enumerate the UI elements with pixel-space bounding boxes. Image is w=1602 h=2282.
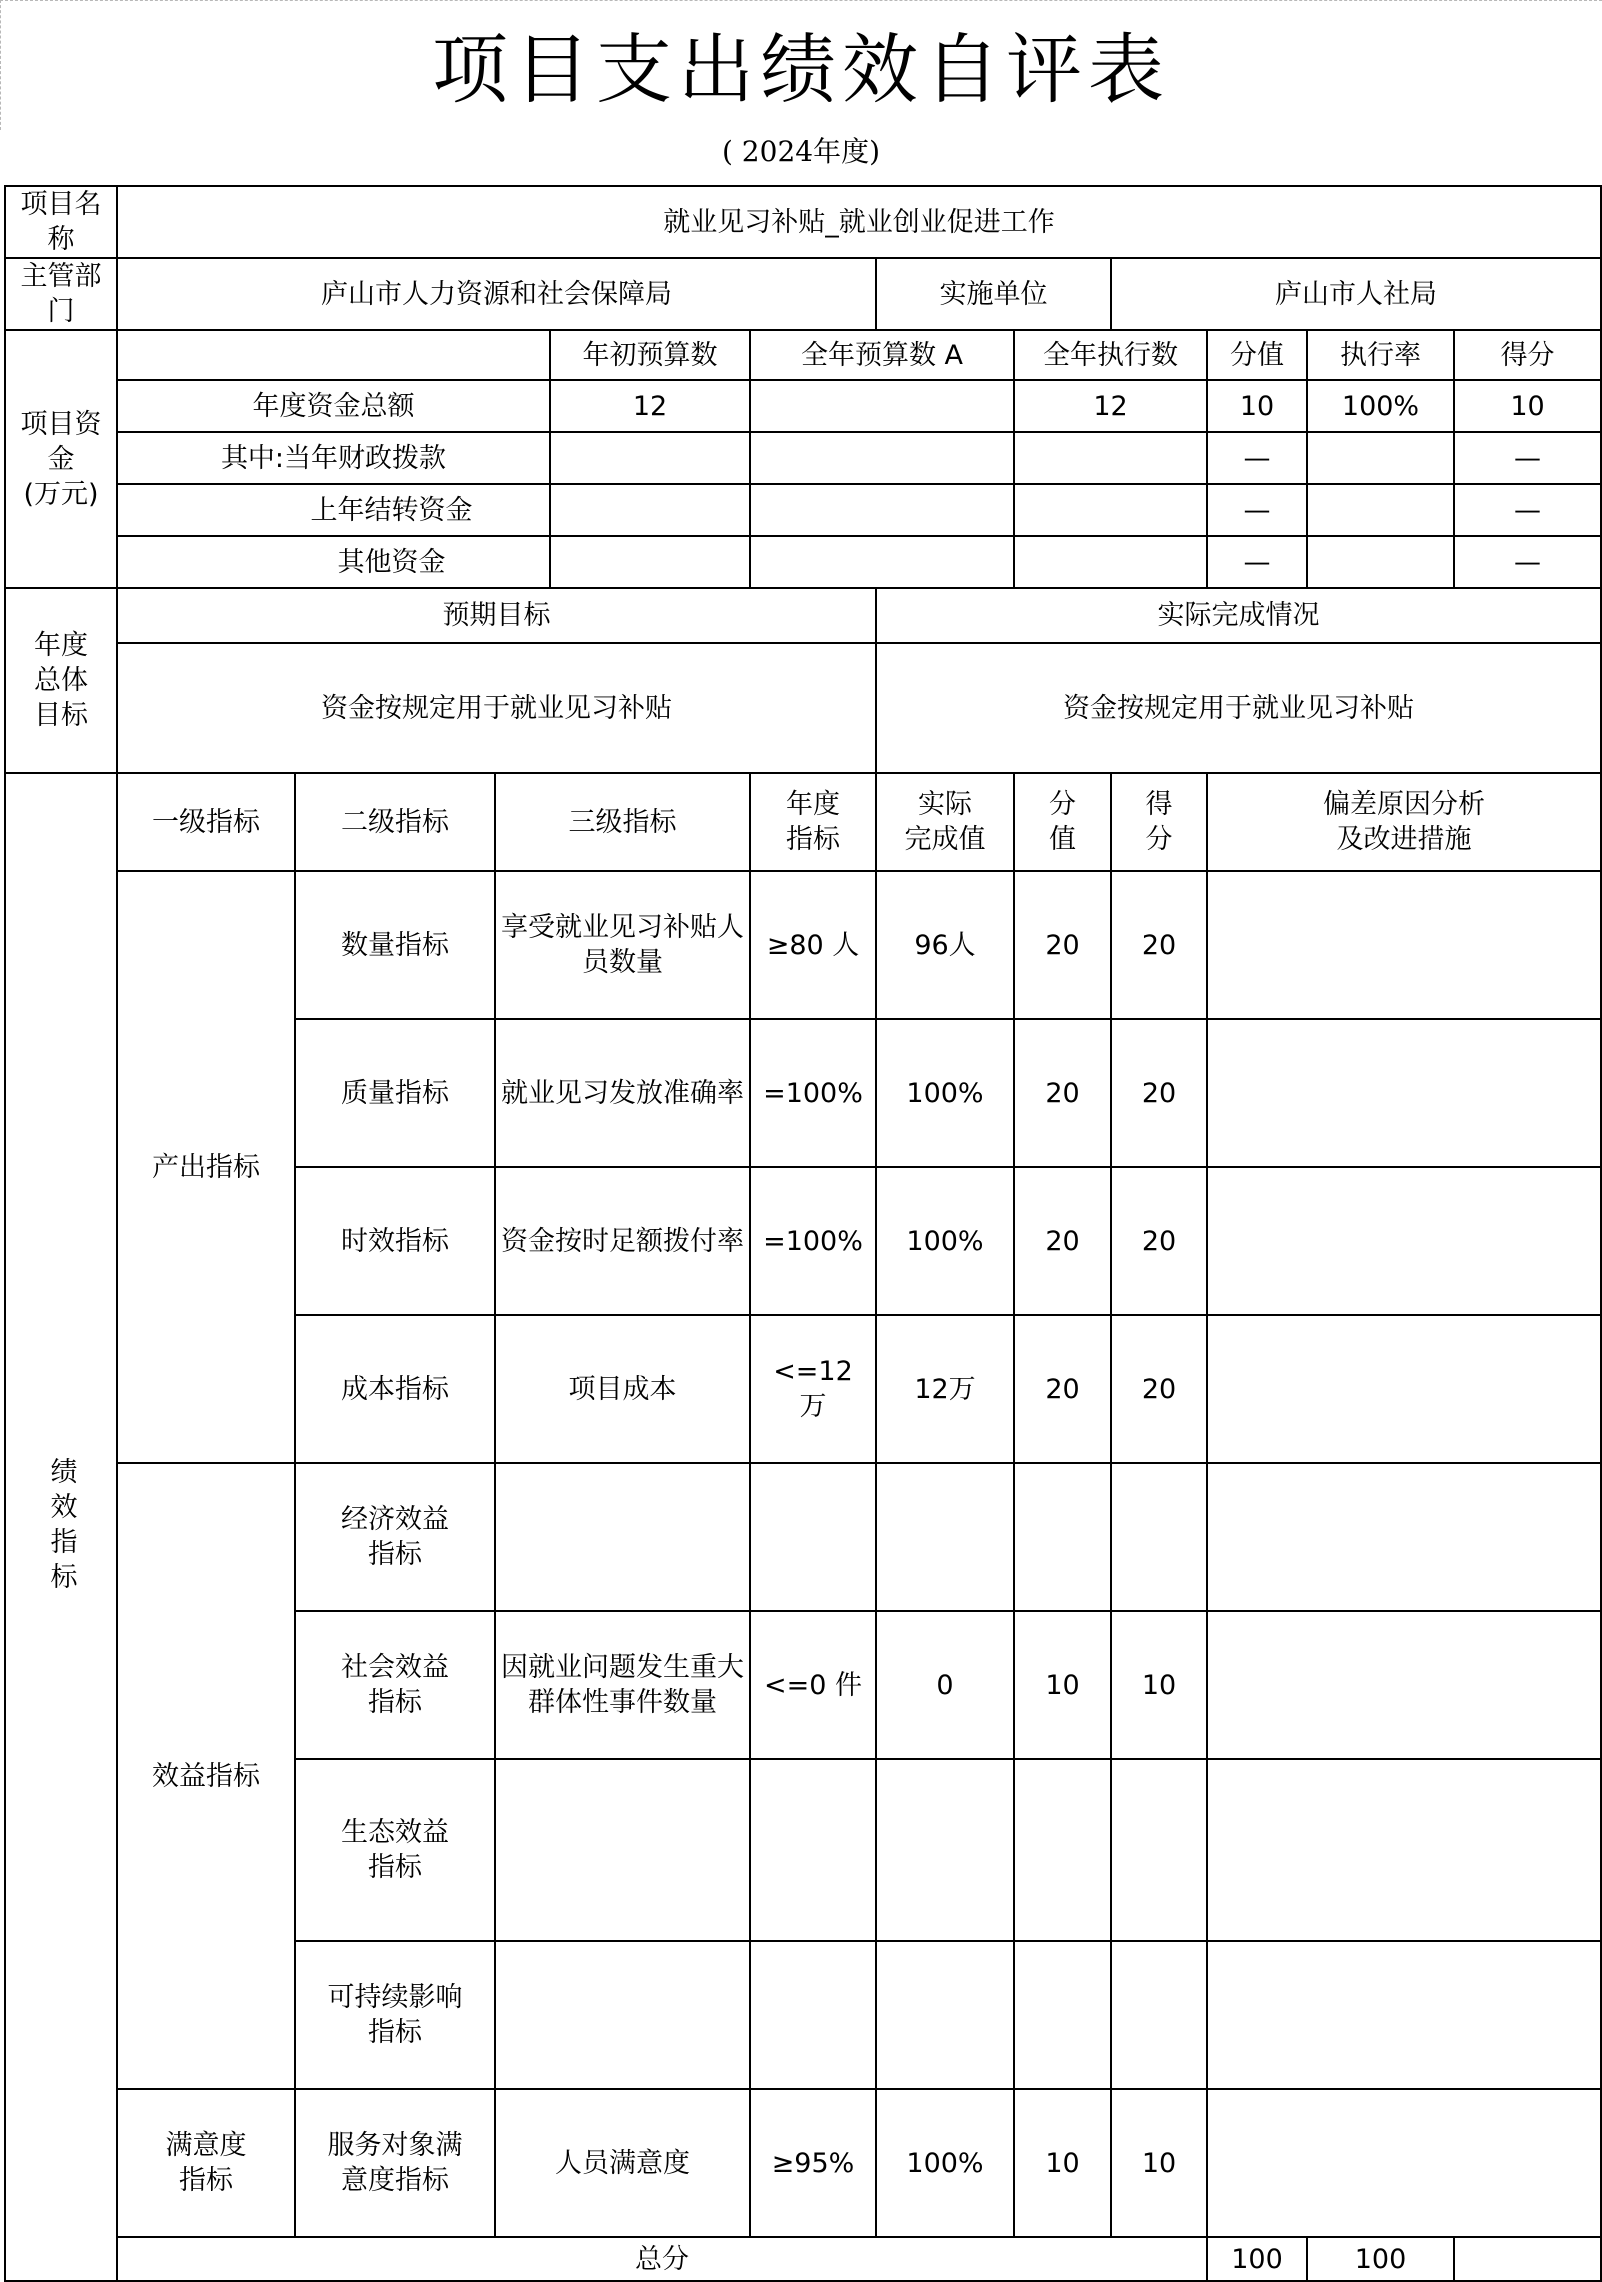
dept-value: 庐山市人力资源和社会保障局 bbox=[117, 258, 876, 330]
funds-header-score-value: 分值 bbox=[1207, 330, 1307, 380]
note-cell bbox=[1207, 1463, 1601, 1611]
funds-row-label: 年度资金总额 bbox=[117, 380, 550, 432]
header-level1: 一级指标 bbox=[117, 773, 295, 871]
score-cell bbox=[1111, 1463, 1207, 1611]
actual-cell: 0 bbox=[876, 1611, 1014, 1759]
expected-goal-label: 预期目标 bbox=[117, 588, 876, 643]
table-row bbox=[5, 871, 1601, 1019]
note-cell bbox=[1207, 1019, 1601, 1167]
funds-row-label: 其中:当年财政拨款 bbox=[117, 432, 550, 484]
funds-row-score-value: 10 bbox=[1207, 380, 1307, 432]
level2-cell: 成本指标 bbox=[295, 1315, 495, 1463]
funds-row-rate bbox=[1307, 536, 1454, 588]
funds-header-init: 年初预算数 bbox=[550, 330, 750, 380]
funds-row-score-value: — bbox=[1207, 536, 1307, 588]
header-score: 得 分 bbox=[1111, 773, 1207, 871]
header-level3: 三级指标 bbox=[495, 773, 750, 871]
score-cell: 10 bbox=[1111, 2089, 1207, 2237]
value-cell: 10 bbox=[1014, 1611, 1111, 1759]
funds-row-rate bbox=[1307, 432, 1454, 484]
actual-cell: 96人 bbox=[876, 871, 1014, 1019]
funds-header-rate: 执行率 bbox=[1307, 330, 1454, 380]
funds-header-score: 得分 bbox=[1454, 330, 1601, 380]
actual-cell: 100% bbox=[876, 1167, 1014, 1315]
level3-cell: 享受就业见习补贴人员数量 bbox=[495, 871, 750, 1019]
actual-cell: 100% bbox=[876, 1019, 1014, 1167]
funds-row-annual bbox=[750, 432, 1014, 484]
funds-row-init bbox=[550, 432, 750, 484]
header-actual: 实际 完成值 bbox=[876, 773, 1014, 871]
header-score-value: 分 值 bbox=[1014, 773, 1111, 871]
indicators-section-label: 绩效指标 bbox=[5, 773, 117, 2281]
level2-cell: 可持续影响 指标 bbox=[295, 1941, 495, 2089]
expected-goal-value: 资金按规定用于就业见习补贴 bbox=[117, 643, 876, 773]
funds-row-annual bbox=[750, 484, 1014, 536]
impl-value: 庐山市人社局 bbox=[1111, 258, 1601, 330]
satisfaction-indicator-label: 满意度 指标 bbox=[117, 2089, 295, 2237]
funds-row-label: 上年结转资金 bbox=[117, 484, 550, 536]
value-cell: 20 bbox=[1014, 1315, 1111, 1463]
level2-cell: 经济效益 指标 bbox=[295, 1463, 495, 1611]
header-level2: 二级指标 bbox=[295, 773, 495, 871]
funds-section-label: 项目资金 (万元) bbox=[5, 330, 117, 588]
note-cell bbox=[1207, 1167, 1601, 1315]
score-cell: 20 bbox=[1111, 1315, 1207, 1463]
score-cell: 20 bbox=[1111, 871, 1207, 1019]
target-cell bbox=[750, 1941, 876, 2089]
project-name-value: 就业见习补贴_就业创业促进工作 bbox=[117, 186, 1601, 258]
total-label: 总分 bbox=[117, 2237, 1207, 2281]
page-title: 项目支出绩效自评表 bbox=[432, 25, 1170, 114]
funds-row-exec bbox=[1014, 432, 1207, 484]
total-note bbox=[1454, 2237, 1601, 2281]
level2-cell: 数量指标 bbox=[295, 871, 495, 1019]
header-deviation: 偏差原因分析 及改进措施 bbox=[1207, 773, 1601, 871]
actual-goal-value: 资金按规定用于就业见习补贴 bbox=[876, 643, 1601, 773]
value-cell bbox=[1014, 1463, 1111, 1611]
actual-cell bbox=[876, 1941, 1014, 2089]
target-cell bbox=[750, 1759, 876, 1941]
target-cell: ≥80 人 bbox=[750, 871, 876, 1019]
level2-cell: 时效指标 bbox=[295, 1167, 495, 1315]
target-cell: =100% bbox=[750, 1167, 876, 1315]
funds-row-rate bbox=[1307, 484, 1454, 536]
header-annual-target: 年度 指标 bbox=[750, 773, 876, 871]
total-score: 100 bbox=[1307, 2237, 1454, 2281]
funds-header-annual: 全年预算数 A bbox=[750, 330, 1014, 380]
funds-row-exec bbox=[1014, 484, 1207, 536]
funds-row-init bbox=[550, 536, 750, 588]
funds-row-score: — bbox=[1454, 536, 1601, 588]
funds-header-blank bbox=[117, 330, 550, 380]
funds-row-score: — bbox=[1454, 432, 1601, 484]
funds-row-exec bbox=[1014, 536, 1207, 588]
note-cell bbox=[1207, 1941, 1601, 2089]
target-cell: <=12 万 bbox=[750, 1315, 876, 1463]
score-cell bbox=[1111, 1941, 1207, 2089]
dept-label: 主管部门 bbox=[5, 258, 117, 330]
funds-row-init: 12 bbox=[550, 380, 750, 432]
funds-row bbox=[5, 380, 1601, 432]
actual-cell: 12万 bbox=[876, 1315, 1014, 1463]
score-cell: 10 bbox=[1111, 1611, 1207, 1759]
level2-cell: 质量指标 bbox=[295, 1019, 495, 1167]
value-cell bbox=[1014, 1759, 1111, 1941]
target-cell bbox=[750, 1463, 876, 1611]
total-value: 100 bbox=[1207, 2237, 1307, 2281]
level3-cell bbox=[495, 1759, 750, 1941]
project-name-label: 项目名称 bbox=[5, 186, 117, 258]
note-cell bbox=[1207, 2089, 1601, 2237]
table-row bbox=[5, 1463, 1601, 1611]
level3-cell: 项目成本 bbox=[495, 1315, 750, 1463]
score-cell bbox=[1111, 1759, 1207, 1941]
value-cell: 20 bbox=[1014, 1167, 1111, 1315]
target-cell: =100% bbox=[750, 1019, 876, 1167]
funds-row-score-value: — bbox=[1207, 484, 1307, 536]
funds-row bbox=[5, 536, 1601, 588]
level3-cell bbox=[495, 1463, 750, 1611]
benefit-indicator-label: 效益指标 bbox=[117, 1463, 295, 2089]
level3-cell bbox=[495, 1941, 750, 2089]
evaluation-table bbox=[4, 185, 1602, 2282]
funds-row-label: 其他资金 bbox=[117, 536, 550, 588]
table-row bbox=[5, 2089, 1601, 2237]
level2-cell: 生态效益 指标 bbox=[295, 1759, 495, 1941]
level2-cell: 社会效益 指标 bbox=[295, 1611, 495, 1759]
note-cell bbox=[1207, 1315, 1601, 1463]
actual-cell bbox=[876, 1463, 1014, 1611]
funds-header-exec: 全年执行数 bbox=[1014, 330, 1207, 380]
actual-cell bbox=[876, 1759, 1014, 1941]
total-row bbox=[5, 2237, 1601, 2281]
output-indicator-label: 产出指标 bbox=[117, 871, 295, 1463]
funds-row-score: — bbox=[1454, 484, 1601, 536]
funds-row-exec: 12 bbox=[1014, 380, 1207, 432]
level2-cell: 服务对象满 意度指标 bbox=[295, 2089, 495, 2237]
level3-cell: 就业见习发放准确率 bbox=[495, 1019, 750, 1167]
note-cell bbox=[1207, 1611, 1601, 1759]
level3-cell: 人员满意度 bbox=[495, 2089, 750, 2237]
level3-cell: 因就业问题发生重大群体性事件数量 bbox=[495, 1611, 750, 1759]
value-cell: 10 bbox=[1014, 2089, 1111, 2237]
impl-label: 实施单位 bbox=[876, 258, 1111, 330]
goals-section-label: 年度 总体 目标 bbox=[5, 588, 117, 773]
funds-row-annual bbox=[750, 380, 1014, 432]
value-cell: 20 bbox=[1014, 871, 1111, 1019]
funds-row-score: 10 bbox=[1454, 380, 1601, 432]
target-cell: ≥95% bbox=[750, 2089, 876, 2237]
value-cell bbox=[1014, 1941, 1111, 2089]
value-cell: 20 bbox=[1014, 1019, 1111, 1167]
funds-row-score-value: — bbox=[1207, 432, 1307, 484]
year-label: ( 2024年度) bbox=[721, 135, 880, 168]
level3-cell: 资金按时足额拨付率 bbox=[495, 1167, 750, 1315]
funds-row bbox=[5, 484, 1601, 536]
score-cell: 20 bbox=[1111, 1019, 1207, 1167]
score-cell: 20 bbox=[1111, 1167, 1207, 1315]
funds-row bbox=[5, 432, 1601, 484]
note-cell bbox=[1207, 1759, 1601, 1941]
target-cell: <=0 件 bbox=[750, 1611, 876, 1759]
actual-cell: 100% bbox=[876, 2089, 1014, 2237]
funds-row-init bbox=[550, 484, 750, 536]
funds-row-rate: 100% bbox=[1307, 380, 1454, 432]
funds-row-annual bbox=[750, 536, 1014, 588]
actual-goal-label: 实际完成情况 bbox=[876, 588, 1601, 643]
note-cell bbox=[1207, 871, 1601, 1019]
